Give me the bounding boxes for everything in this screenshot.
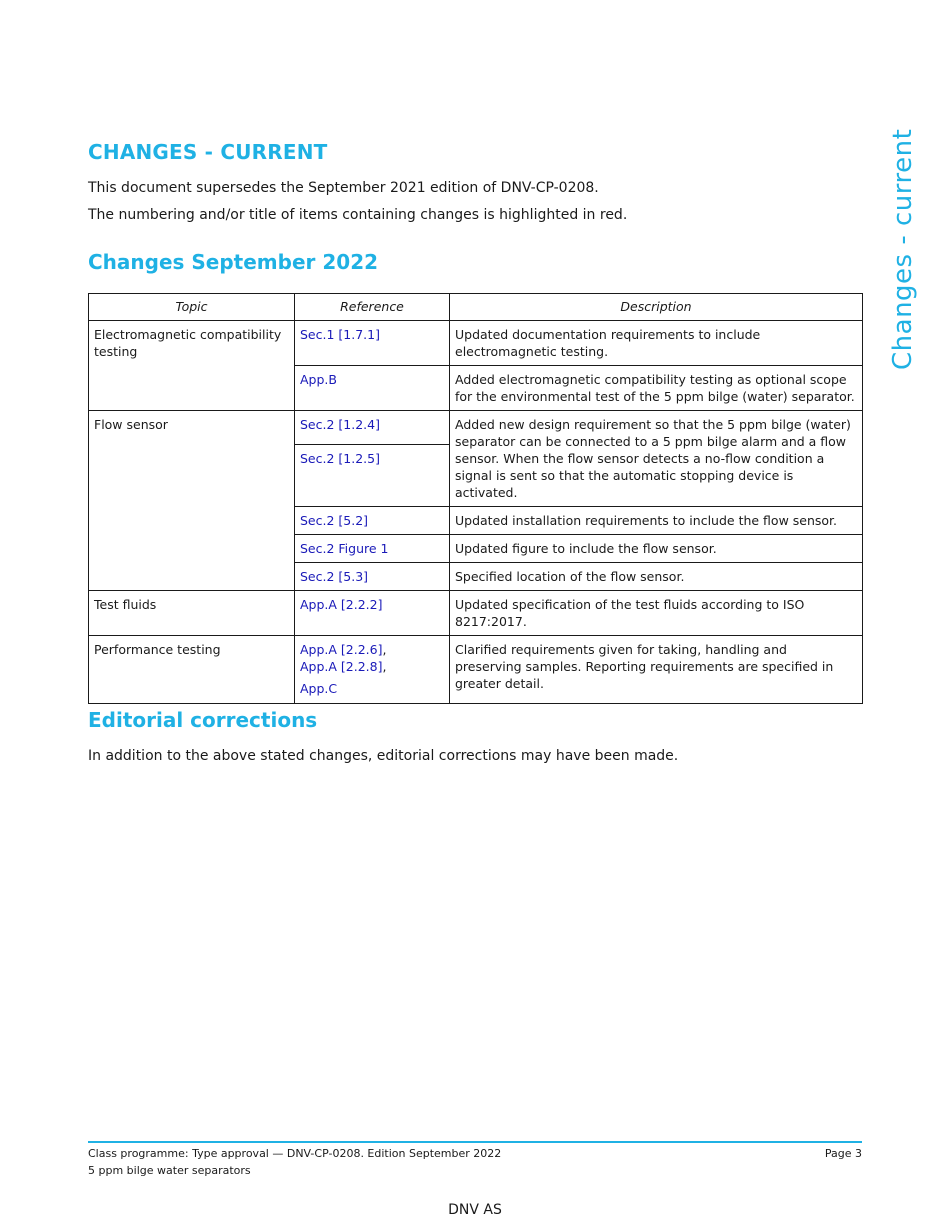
description-cell: Added new design requirement so that the 5 ppm bilge (water) separator can be connected to a 5 ppm bilge alarm and a flow sensor. When the flow sensor detects a no-flow condition a signal is sent so that the automatic stopping device is activated. xyxy=(450,411,863,507)
reference-link[interactable]: App.A [2.2.6] xyxy=(300,642,383,657)
table-row xyxy=(89,591,863,636)
side-section-title: Changes - current xyxy=(888,128,918,370)
reference-cell xyxy=(295,636,450,704)
changes-table xyxy=(88,293,863,704)
reference-link[interactable]: App.A [2.2.8] xyxy=(300,659,383,674)
reference-link[interactable]: App.C xyxy=(300,681,338,696)
publisher-name: DNV AS xyxy=(448,1202,502,1218)
table-row xyxy=(89,636,863,704)
reference-link[interactable]: Sec.2 [1.2.4] xyxy=(295,411,450,445)
reference-link[interactable]: App.A [2.2.2] xyxy=(295,591,450,636)
description-cell: Updated figure to include the flow sensor. xyxy=(450,535,863,563)
topic-cell: Flow sensor xyxy=(89,411,295,591)
page-title: CHANGES - CURRENT xyxy=(88,140,328,164)
reference-link[interactable]: Sec.2 [5.3] xyxy=(295,563,450,591)
reference-separator: , xyxy=(382,642,387,657)
description-cell: Specified location of the flow sensor. xyxy=(450,563,863,591)
topic-cell: Test fluids xyxy=(89,591,295,636)
header-reference: Reference xyxy=(295,294,450,321)
description-cell: Updated installation requirements to include the flow sensor. xyxy=(450,507,863,535)
page-number: Page 3 xyxy=(824,1147,862,1160)
changes-heading: Changes September 2022 xyxy=(88,250,379,274)
reference-link[interactable]: App.B xyxy=(295,366,450,411)
editorial-heading: Editorial corrections xyxy=(88,708,318,732)
reference-separator: , xyxy=(382,659,387,674)
header-topic: Topic xyxy=(89,294,295,321)
footer-document-title: Class programme: Type approval — DNV-CP-0208. Edition September 2022 xyxy=(88,1147,502,1160)
reference-link[interactable]: Sec.2 [5.2] xyxy=(295,507,450,535)
description-cell: Added electromagnetic compatibility testing as optional scope for the environmental test of the 5 ppm bilge (water) separator. xyxy=(450,366,863,411)
topic-cell: Performance testing xyxy=(89,636,295,704)
table-header-row xyxy=(89,294,863,321)
description-cell: Updated specification of the test fluids according to ISO 8217:2017. xyxy=(450,591,863,636)
topic-cell: Electromagnetic compatibility testing xyxy=(89,321,295,411)
reference-link[interactable]: Sec.1 [1.7.1] xyxy=(295,321,450,366)
footer-document-subtitle: 5 ppm bilge water separators xyxy=(88,1164,251,1177)
editorial-paragraph: In addition to the above stated changes, editorial corrections may have been made. xyxy=(88,748,679,764)
description-cell: Clarified requirements given for taking, handling and preserving samples. Reporting requirements are specified in greater detail. xyxy=(450,636,863,704)
intro-paragraph-1: This document supersedes the September 2021 edition of DNV-CP-0208. xyxy=(88,180,599,196)
reference-link[interactable]: Sec.2 [1.2.5] xyxy=(295,445,450,507)
footer-divider xyxy=(88,1141,862,1143)
table-row xyxy=(89,411,863,445)
description-cell: Updated documentation requirements to include electromagnetic testing. xyxy=(450,321,863,366)
intro-paragraph-2: The numbering and/or title of items containing changes is highlighted in red. xyxy=(88,207,628,223)
reference-link[interactable]: Sec.2 Figure 1 xyxy=(295,535,450,563)
header-description: Description xyxy=(450,294,863,321)
table-row xyxy=(89,321,863,366)
